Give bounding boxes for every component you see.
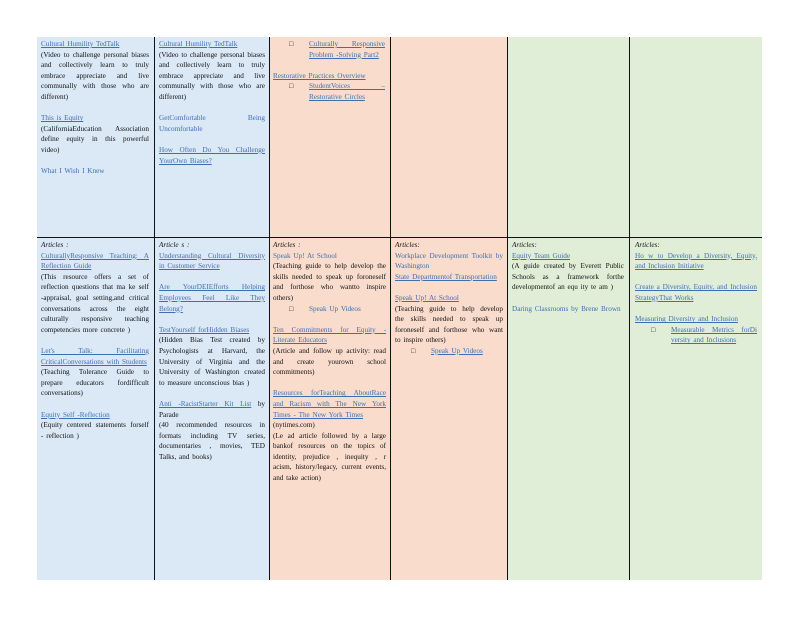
cultural-diversity-customer-service-link[interactable]: Understanding Cultural Diversity in Customer Service [159, 251, 265, 271]
column-divider [390, 37, 391, 580]
column-divider [629, 37, 630, 580]
checkbox-bullet-icon: □ [289, 304, 294, 313]
speak-up-description: (Teaching guide to help develop the skills needed to speak up foroneself and forthose who wantto inspire others) [273, 262, 386, 302]
video-description: (Video to challenge personal biases and collectively learn to truly embrace appreciate and live communally with those who are different) [159, 50, 265, 101]
articles-heading: Articles : [41, 241, 69, 249]
what-i-wish-i-knew-link[interactable]: What I Wish I Knew [41, 167, 105, 176]
get-comfortable-link[interactable]: GetComfortable Being Uncomfortable [159, 114, 265, 133]
articles-heading: Articles: [395, 241, 420, 249]
equity-team-guide-link[interactable]: Equity Team Guide [512, 251, 571, 260]
column-divider [154, 37, 155, 580]
dei-efforts-link[interactable]: Are YourDEIEfforts Helping Employees Feel Like They Belong? [159, 283, 265, 313]
measurable-metrics-link[interactable]: Measurable Metrics forDi versity and Inclusions [671, 325, 757, 345]
nytimes-source: (nytimes.com) [273, 421, 315, 430]
speak-up-description: (Teaching guide to help develop the skills needed to speak up foroneself and forthose who want to inspire others) [395, 304, 503, 345]
articles-heading: Article s : [159, 241, 190, 249]
crt-reflection-guide-link[interactable]: CulturallyResponsive Teaching: A Reflection Guide [41, 251, 149, 271]
row1-col3-cell [273, 39, 385, 103]
this-is-equity-link[interactable]: This is Equity [41, 114, 84, 123]
dei-initiative-link[interactable]: Ho w to Develop a Diversity, Equity, and Inclusion Initiative [635, 251, 757, 271]
column-divider [269, 37, 270, 580]
checkbox-bullet-icon: □ [411, 346, 416, 355]
speak-up-videos-link[interactable]: Speak Up Videos [431, 346, 483, 355]
speak-up-videos-link[interactable]: Speak Up Videos [309, 304, 361, 313]
wsdot-link[interactable]: State Departmentof Transportation [395, 272, 497, 281]
row-divider [37, 237, 762, 238]
reflection-guide-description: (This resource offers a set of reflection questions that ma ke self -appraisal, goal setting,and critical conversations across the eight culturally responsive teaching competencies more concrete ) [41, 272, 149, 334]
checkbox-bullet-icon: □ [289, 40, 294, 48]
lets-talk-link[interactable]: Let's Talk: Facilitating CriticalConversations with Students [41, 346, 149, 366]
workplace-toolkit-text: Workplace Development Toolkit by Washington [395, 251, 503, 271]
cultural-humility-tedtalk-link[interactable]: Cultural Humility TedTalk [159, 40, 238, 48]
hidden-biases-test-link[interactable]: TestYourself forHidden Biases [159, 325, 250, 334]
row2-col5-cell [512, 240, 624, 314]
list-item [395, 346, 503, 357]
list-item [273, 304, 386, 315]
articles-heading: Articles: [635, 241, 660, 249]
resource-table [37, 37, 762, 580]
equity-team-guide-description: (A guide created by Everett Public Schools as a framework forthe developmentof an equ ity te am ) [512, 262, 624, 292]
checkbox-bullet-icon: □ [651, 325, 656, 334]
starter-kit-description: (40 recommended resources in formats including TV series, documentaries , movies, TED Talks, and books) [159, 421, 265, 461]
articles-heading: Articles : [273, 241, 301, 249]
row1-col2-cell [159, 39, 265, 166]
row2-col6-cell [635, 240, 757, 346]
row2-col4-cell [395, 240, 503, 357]
speak-up-at-school-link[interactable]: Speak Up! At School [395, 293, 459, 302]
nyt-race-resources-link[interactable]: Resources forTeaching AboutRace and Racism with The New York Times - The New York Times [273, 389, 386, 419]
student-voices-link[interactable]: StudentVoices – Restorative Circles [309, 82, 385, 101]
anti-racist-starter-kit-link[interactable]: Anti -RacistStarter Kit List [159, 399, 252, 408]
equity-video-description: (CaliforniaEducation Association define equity in this powerful video) [41, 124, 149, 154]
list-item [273, 81, 385, 102]
list-item [635, 325, 757, 346]
restorative-practices-link[interactable]: Restorative Practices Overview [273, 71, 366, 80]
column-divider [507, 37, 508, 580]
ten-commitments-description: (Article and follow up activity: read and create yourown school commitments) [273, 346, 386, 377]
checkbox-bullet-icon: □ [289, 82, 294, 91]
articles-heading: Articles: [512, 241, 537, 249]
challenge-biases-link[interactable]: How Often Do You Challenge YourOwn Biases? [159, 145, 265, 165]
ten-commitments-link[interactable]: Ten Commitments for Equity -Literate Educators [273, 325, 386, 345]
measuring-diversity-link[interactable]: Measuring Diversity and Inclusion [635, 315, 739, 324]
by-parade-text: by Parade [159, 399, 266, 419]
culturally-responsive-problem-solving-link[interactable]: Culturally Responsive Problem -Solving Part2 [309, 40, 385, 59]
row1-col1-cell [41, 39, 149, 177]
speak-up-at-school-link[interactable]: Speak Up! At School [273, 251, 337, 260]
nyt-description: (Le ad article followed by a large bankof resources on the topics of identity, prejudice , inequity , r acism, history/legacy, current events, and take action) [273, 431, 386, 483]
row2-col3-cell [273, 240, 386, 484]
row2-col2-cell [159, 240, 265, 462]
self-reflection-description: (Equity centered statements forself - reflection ) [41, 421, 149, 440]
cultural-humility-tedtalk-link[interactable]: Cultural Humility TedTalk [41, 40, 120, 48]
row2-col1-cell [41, 240, 149, 441]
daring-classrooms-link[interactable]: Daring Classrooms by Brene Brown [512, 304, 621, 313]
dei-strategy-link[interactable]: Create a Diversity, Equity, and Inclusion StrategyThat Works [635, 283, 757, 302]
lets-talk-description: (Teaching Tolerance Guide to prepare educators fordifficult conversations) [41, 368, 149, 398]
equity-self-reflection-link[interactable]: Equity Self -Reflection [41, 410, 110, 419]
list-item [273, 39, 385, 60]
hidden-bias-description: (Hidden Bias Test created by Psychologists at Harvard, the University of Virginia and the University of Washington created to measure unconscious bias ) [159, 336, 265, 387]
video-description: (Video to challenge personal biases and collectively learn to truly embrace appreciate and live communally with those who are different) [41, 50, 149, 101]
